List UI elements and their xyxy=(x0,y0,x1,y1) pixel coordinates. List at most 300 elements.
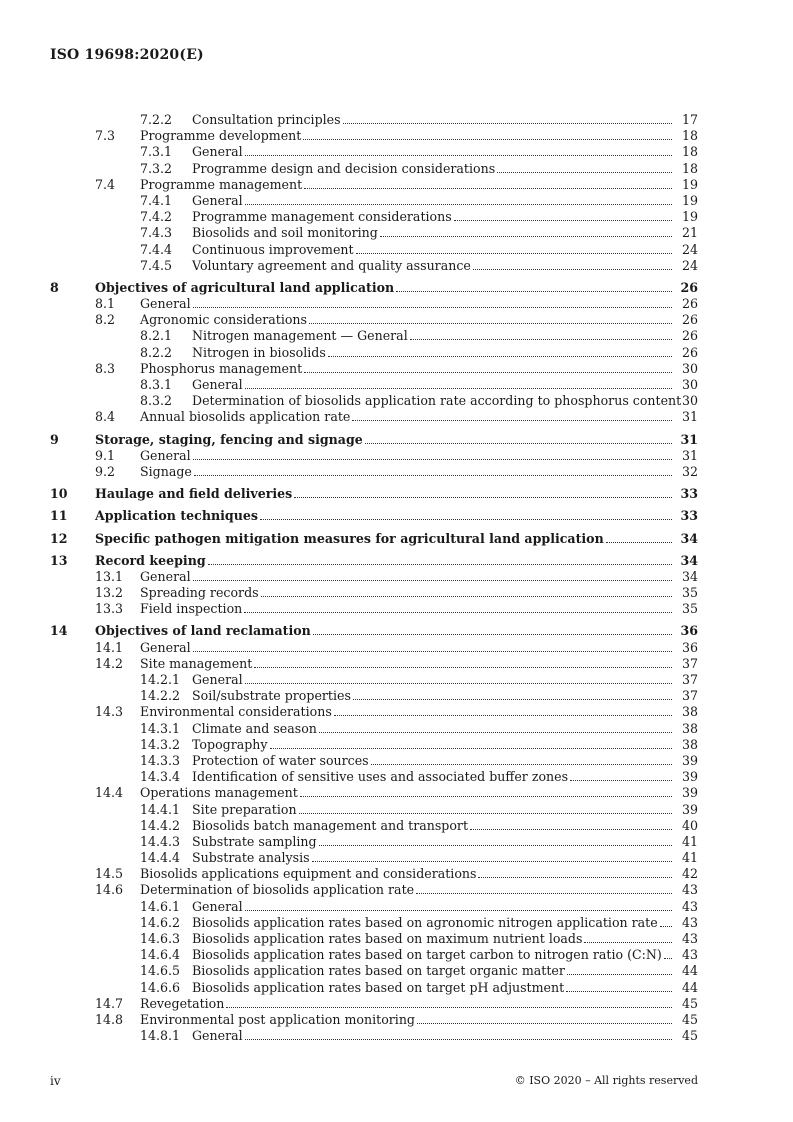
toc-leader-dots xyxy=(260,508,672,520)
toc-entry[interactable] xyxy=(0,112,793,128)
toc-entry-page: 19 xyxy=(681,209,698,225)
toc-entry[interactable] xyxy=(0,721,793,737)
toc-entry-page: 40 xyxy=(681,817,698,833)
toc-entry-page: 35 xyxy=(681,601,698,617)
toc-entry-number: 13.3 xyxy=(95,601,124,617)
toc-entry-title-line xyxy=(192,345,673,361)
toc-entry[interactable] xyxy=(0,931,793,947)
toc-entry-number: 14.6.4 xyxy=(140,947,181,963)
toc-entry-number: 14.1 xyxy=(95,639,124,655)
toc-entry-number: 9 xyxy=(50,431,59,447)
toc-entry-title-line xyxy=(192,931,673,947)
toc-entry-title: Specific pathogen mitigation measures for agricultural land application xyxy=(95,530,604,546)
toc-entry-number: 7.3.1 xyxy=(140,144,173,160)
toc-entry-page: 36 xyxy=(680,623,698,639)
toc-entry-title: General xyxy=(140,447,191,463)
toc-entry[interactable] xyxy=(0,225,793,241)
toc-entry-number: 14.3 xyxy=(95,704,124,720)
toc-entry[interactable] xyxy=(0,818,793,834)
toc-entry-title-line xyxy=(140,448,673,464)
toc-entry-number: 14.3.4 xyxy=(140,769,181,785)
toc-entry-title: Environmental post application monitoring xyxy=(140,1011,415,1027)
toc-entry-number: 9.2 xyxy=(95,463,116,479)
toc-entry-number: 14.7 xyxy=(95,995,124,1011)
toc-entry-title: General xyxy=(192,1028,243,1044)
toc-entry-page: 39 xyxy=(681,785,698,801)
toc-leader-dots xyxy=(497,161,672,173)
toc-entry-title-line xyxy=(140,177,673,193)
toc-entry-number: 14.4.2 xyxy=(140,817,181,833)
table-of-contents xyxy=(0,112,793,1044)
toc-leader-dots xyxy=(245,144,672,156)
toc-entry[interactable] xyxy=(0,280,793,296)
toc-leader-dots xyxy=(566,980,672,992)
toc-leader-dots xyxy=(371,753,672,765)
toc-entry[interactable] xyxy=(0,312,793,328)
toc-leader-dots xyxy=(313,623,672,635)
toc-entry-title: General xyxy=(192,672,243,687)
toc-entry[interactable] xyxy=(0,508,793,524)
toc-entry-title: Substrate sampling xyxy=(192,833,317,849)
toc-entry-title-line xyxy=(192,193,673,209)
toc-entry-number: 14.6.6 xyxy=(140,979,181,995)
copyright-notice: © ISO 2020 – All rights reserved xyxy=(514,1074,698,1087)
toc-entry[interactable] xyxy=(0,161,793,177)
toc-entry-page: 33 xyxy=(680,508,698,524)
toc-entry[interactable] xyxy=(0,1012,793,1028)
toc-entry-title-line xyxy=(140,882,673,898)
toc-entry-page: 30 xyxy=(681,393,698,409)
toc-entry-title-line xyxy=(192,915,673,931)
toc-entry[interactable] xyxy=(0,947,793,963)
toc-entry-page: 43 xyxy=(681,882,698,898)
toc-entry-title-line xyxy=(192,328,673,344)
toc-entry[interactable] xyxy=(0,834,793,850)
toc-leader-dots xyxy=(261,585,672,597)
toc-entry-number: 8.4 xyxy=(95,409,116,425)
toc-entry[interactable] xyxy=(0,345,793,361)
toc-entry[interactable] xyxy=(0,769,793,785)
toc-entry-page: 30 xyxy=(681,360,698,376)
toc-entry-page: 31 xyxy=(681,409,698,425)
toc-entry-page: 44 xyxy=(681,963,698,979)
toc-leader-dots xyxy=(194,464,672,476)
toc-entry-page: 45 xyxy=(681,995,698,1011)
toc-leader-dots xyxy=(299,802,672,814)
toc-entry[interactable] xyxy=(0,296,793,312)
toc-entry-number: 14.2.1 xyxy=(140,672,181,687)
toc-leader-dots xyxy=(567,963,672,975)
toc-leader-dots xyxy=(245,899,672,911)
toc-entry-number: 14.4.3 xyxy=(140,833,181,849)
toc-leader-dots xyxy=(410,328,672,340)
toc-entry[interactable] xyxy=(0,448,793,464)
toc-entry[interactable] xyxy=(0,393,793,409)
toc-entry-number: 14.2.2 xyxy=(140,688,181,704)
toc-entry-title-line xyxy=(140,361,673,377)
toc-entry-number: 13 xyxy=(50,552,68,568)
toc-leader-dots xyxy=(334,704,672,716)
toc-entry-title-line xyxy=(140,866,673,882)
toc-entry-title: Objectives of land reclamation xyxy=(95,623,311,639)
toc-entry[interactable] xyxy=(0,672,793,688)
toc-entry-title: Protection of water sources xyxy=(192,752,369,768)
toc-entry-page: 37 xyxy=(681,655,698,671)
toc-entry-title-line xyxy=(140,1012,673,1028)
toc-entry-title-line xyxy=(140,785,673,801)
toc-entry[interactable] xyxy=(0,980,793,996)
toc-entry[interactable] xyxy=(0,464,793,480)
toc-entry-number: 14.6.1 xyxy=(140,898,181,914)
document-id: ISO 19698:2020(E) xyxy=(50,47,204,63)
toc-entry-title-line xyxy=(192,225,673,241)
toc-entry-number: 14.5 xyxy=(95,866,124,882)
toc-entry-title: Programme management xyxy=(140,176,303,192)
toc-entry-title-line xyxy=(192,144,673,160)
toc-entry[interactable] xyxy=(0,866,793,882)
toc-entry-title-line xyxy=(192,947,673,963)
toc-leader-dots xyxy=(303,128,672,140)
toc-entry-title-line xyxy=(192,209,673,225)
toc-entry[interactable] xyxy=(0,737,793,753)
toc-leader-dots xyxy=(245,377,672,389)
toc-entry-number: 7.4.3 xyxy=(140,225,173,241)
toc-entry-number: 7.3 xyxy=(95,128,116,144)
toc-entry-title: General xyxy=(140,568,191,584)
toc-entry-title-line xyxy=(192,161,673,177)
toc-entry-page: 41 xyxy=(681,850,698,866)
toc-entry-page: 31 xyxy=(680,431,698,447)
toc-entry-title-line xyxy=(192,393,682,409)
toc-leader-dots xyxy=(193,296,672,308)
toc-entry-page: 37 xyxy=(681,672,698,687)
toc-entry-number: 14.3.2 xyxy=(140,736,181,752)
toc-entry-title-line xyxy=(95,508,673,524)
toc-entry[interactable] xyxy=(0,899,793,915)
toc-leader-dots xyxy=(312,850,672,862)
toc-entry[interactable] xyxy=(0,623,793,639)
toc-entry-page: 41 xyxy=(681,833,698,849)
toc-entry[interactable] xyxy=(0,704,793,720)
toc-entry-page: 24 xyxy=(681,241,698,257)
toc-entry-page: 38 xyxy=(681,736,698,752)
toc-entry-title-line xyxy=(192,899,673,915)
toc-entry-title-line xyxy=(192,672,673,688)
toc-entry[interactable] xyxy=(0,531,793,547)
toc-entry-number: 14.4.1 xyxy=(140,801,181,817)
toc-leader-dots xyxy=(245,1028,672,1040)
toc-entry[interactable] xyxy=(0,850,793,866)
toc-entry-title: Substrate analysis xyxy=(192,850,310,866)
toc-entry-title-line xyxy=(192,112,673,128)
toc-leader-dots xyxy=(478,866,672,878)
toc-entry[interactable] xyxy=(0,486,793,502)
toc-entry-number: 7.4.2 xyxy=(140,209,173,225)
toc-leader-dots xyxy=(365,432,672,444)
toc-entry-title: Programme development xyxy=(140,128,302,144)
toc-entry-page: 36 xyxy=(681,639,698,655)
toc-entry-title-line xyxy=(140,409,673,425)
toc-entry[interactable] xyxy=(0,128,793,144)
toc-leader-dots xyxy=(245,672,672,684)
toc-entry-title: Application techniques xyxy=(95,508,258,524)
toc-entry[interactable] xyxy=(0,585,793,601)
toc-entry-page: 38 xyxy=(681,704,698,720)
toc-entry-title-line xyxy=(140,704,673,720)
toc-entry-number: 14.8.1 xyxy=(140,1028,181,1044)
toc-entry-title-line xyxy=(140,128,673,144)
toc-entry-title: Nitrogen in biosolids xyxy=(192,344,326,360)
toc-entry-title-line xyxy=(192,737,673,753)
toc-entry-title: Site management xyxy=(140,655,253,671)
toc-entry[interactable] xyxy=(0,409,793,425)
toc-entry-page: 17 xyxy=(681,112,698,127)
toc-entry-title-line xyxy=(192,850,673,866)
toc-entry-page: 26 xyxy=(681,312,698,328)
toc-leader-dots xyxy=(294,486,672,498)
toc-leader-dots xyxy=(319,834,672,846)
toc-entry[interactable] xyxy=(0,656,793,672)
toc-entry-title: General xyxy=(140,639,191,655)
toc-entry-page: 43 xyxy=(681,947,698,963)
toc-entry-page: 32 xyxy=(681,463,698,479)
toc-entry-page: 34 xyxy=(680,552,698,568)
toc-entry-title: General xyxy=(192,898,243,914)
toc-entry[interactable] xyxy=(0,785,793,801)
toc-entry[interactable] xyxy=(0,753,793,769)
toc-entry-title: Determination of biosolids application rate xyxy=(140,882,415,898)
toc-entry-page: 42 xyxy=(681,866,698,882)
toc-leader-dots xyxy=(193,640,672,652)
toc-leader-dots xyxy=(244,601,672,613)
toc-leader-dots xyxy=(254,656,672,668)
toc-entry-number: 14.6.3 xyxy=(140,931,181,946)
toc-entry-title-line xyxy=(192,802,673,818)
toc-entry-number: 13.2 xyxy=(95,585,124,601)
toc-entry[interactable] xyxy=(0,377,793,393)
toc-entry-number: 8.2 xyxy=(95,312,116,328)
toc-leader-dots xyxy=(396,280,672,292)
toc-leader-dots xyxy=(304,177,672,189)
toc-entry[interactable] xyxy=(0,209,793,225)
toc-entry-page: 26 xyxy=(681,328,698,344)
toc-leader-dots xyxy=(270,737,672,749)
toc-entry-title: Spreading records xyxy=(140,585,259,601)
toc-leader-dots xyxy=(300,785,672,797)
toc-entry[interactable] xyxy=(0,640,793,656)
toc-entry[interactable] xyxy=(0,242,793,258)
toc-entry-title: Objectives of agricultural land application xyxy=(95,279,395,295)
toc-entry-title: Topography xyxy=(192,736,268,752)
toc-leader-dots xyxy=(416,882,672,894)
toc-entry-number: 14.6.2 xyxy=(140,914,181,930)
toc-entry-number: 7.2.2 xyxy=(140,112,173,127)
toc-entry-title: Annual biosolids application rate xyxy=(140,409,351,425)
toc-entry-number: 11 xyxy=(50,508,68,524)
toc-entry-title: General xyxy=(192,144,243,160)
toc-entry[interactable] xyxy=(0,361,793,377)
page-number: iv xyxy=(50,1074,61,1088)
toc-entry-title-line xyxy=(95,280,673,296)
toc-entry-title-line xyxy=(95,623,673,639)
toc-entry-number: 14.4.4 xyxy=(140,850,181,866)
toc-leader-dots xyxy=(343,112,672,124)
toc-entry-title: Site preparation xyxy=(192,801,297,817)
toc-entry-title-line xyxy=(192,769,673,785)
toc-entry-title-line xyxy=(192,753,673,769)
toc-entry-page: 18 xyxy=(681,128,698,144)
toc-entry-title: Revegetation xyxy=(140,995,225,1011)
toc-entry-title-line xyxy=(140,585,673,601)
toc-entry[interactable] xyxy=(0,963,793,979)
toc-leader-dots xyxy=(304,361,672,373)
toc-entry[interactable] xyxy=(0,258,793,274)
toc-entry-number: 8.3 xyxy=(95,360,116,376)
toc-entry-title: Nitrogen management — General xyxy=(192,328,408,344)
toc-entry[interactable] xyxy=(0,432,793,448)
toc-entry[interactable] xyxy=(0,1028,793,1044)
toc-entry-number: 8 xyxy=(50,279,59,295)
toc-entry-number: 14 xyxy=(50,623,68,639)
toc-entry-number: 7.4.1 xyxy=(140,192,173,208)
toc-entry-title-line xyxy=(140,296,673,312)
toc-entry-number: 8.2.2 xyxy=(140,344,173,360)
toc-entry[interactable] xyxy=(0,996,793,1012)
toc-entry-number: 8.3.1 xyxy=(140,377,173,392)
toc-entry-page: 19 xyxy=(681,192,698,208)
toc-leader-dots xyxy=(570,769,672,781)
toc-entry-title: General xyxy=(140,296,191,312)
toc-entry-title: Signage xyxy=(140,463,192,479)
toc-leader-dots xyxy=(193,448,672,460)
toc-entry[interactable] xyxy=(0,328,793,344)
toc-leader-dots xyxy=(328,345,672,357)
toc-entry-number: 14.4 xyxy=(95,785,124,801)
toc-entry[interactable] xyxy=(0,688,793,704)
toc-leader-dots xyxy=(380,225,672,237)
toc-entry-title: Field inspection xyxy=(140,601,243,617)
toc-entry-title-line xyxy=(95,432,673,448)
toc-entry-title: General xyxy=(192,377,243,392)
toc-entry-number: 7.4 xyxy=(95,176,116,192)
toc-entry-number: 10 xyxy=(50,486,68,502)
toc-entry[interactable] xyxy=(0,802,793,818)
toc-entry-title: Biosolids batch management and transport xyxy=(192,817,469,833)
toc-entry-title-line xyxy=(95,531,673,547)
toc-leader-dots xyxy=(356,242,672,254)
toc-entry[interactable] xyxy=(0,569,793,585)
toc-entry-page: 26 xyxy=(680,279,698,295)
toc-entry-page: 39 xyxy=(681,752,698,768)
toc-entry-page: 26 xyxy=(681,344,698,360)
toc-entry-page: 34 xyxy=(681,568,698,584)
toc-entry-title-line xyxy=(192,980,673,996)
toc-entry[interactable] xyxy=(0,882,793,898)
toc-entry-page: 24 xyxy=(681,257,698,273)
toc-entry-number: 12 xyxy=(50,530,68,546)
toc-entry-title-line xyxy=(140,569,673,585)
toc-entry-title: Consultation principles xyxy=(192,112,341,127)
toc-entry-title: Biosolids application rates based on target carbon to nitrogen ratio (C:N) xyxy=(192,947,662,963)
toc-entry-title: Determination of biosolids application rate according to phosphorus content xyxy=(192,393,682,409)
toc-entry-title-line xyxy=(140,656,673,672)
toc-entry[interactable] xyxy=(0,144,793,160)
toc-entry-title: Biosolids application rates based on target organic matter xyxy=(192,963,565,979)
toc-entry-title-line xyxy=(95,553,673,569)
toc-entry-page: 18 xyxy=(681,144,698,160)
toc-entry-number: 14.2 xyxy=(95,655,124,671)
toc-entry-title-line xyxy=(192,834,673,850)
toc-entry-page: 44 xyxy=(681,979,698,995)
toc-entry-page: 35 xyxy=(681,585,698,601)
toc-entry-page: 39 xyxy=(681,769,698,785)
toc-entry-title: Agronomic considerations xyxy=(140,312,308,328)
toc-entry-title-line xyxy=(192,818,673,834)
toc-leader-dots xyxy=(417,1012,672,1024)
toc-entry-page: 45 xyxy=(681,1011,698,1027)
toc-entry-title: Record keeping xyxy=(95,552,206,568)
toc-leader-dots xyxy=(584,931,672,943)
toc-entry-title: Identification of sensitive uses and associated buffer zones xyxy=(192,769,569,785)
toc-entry-page: 37 xyxy=(681,688,698,704)
toc-entry-title-line xyxy=(140,464,673,480)
toc-leader-dots xyxy=(208,553,672,565)
toc-entry-title-line xyxy=(192,377,673,393)
toc-entry-title: Biosolids and soil monitoring xyxy=(192,225,378,241)
toc-entry-title-line xyxy=(192,1028,673,1044)
toc-entry-number: 9.1 xyxy=(95,447,116,463)
toc-entry-number: 14.6 xyxy=(95,882,124,898)
toc-entry-title-line xyxy=(140,601,673,617)
toc-entry-page: 26 xyxy=(681,296,698,312)
toc-entry-number: 14.3.3 xyxy=(140,752,181,768)
toc-entry-page: 43 xyxy=(681,931,698,946)
toc-entry-number: 8.3.2 xyxy=(140,393,173,409)
toc-leader-dots xyxy=(353,688,672,700)
toc-entry-page: 30 xyxy=(681,377,698,392)
toc-entry-page: 21 xyxy=(681,225,698,241)
toc-entry-title: Programme design and decision considerations xyxy=(192,160,496,176)
toc-leader-dots xyxy=(454,209,672,221)
toc-entry-page: 18 xyxy=(681,160,698,176)
toc-leader-dots xyxy=(245,193,672,205)
toc-entry-title-line xyxy=(95,486,673,502)
toc-entry-title: Storage, staging, fencing and signage xyxy=(95,431,363,447)
toc-leader-dots xyxy=(473,258,672,270)
toc-entry-title: Climate and season xyxy=(192,720,317,736)
toc-leader-dots xyxy=(309,312,672,324)
toc-entry-page: 33 xyxy=(680,486,698,502)
toc-entry-title: Biosolids applications equipment and considerations xyxy=(140,866,477,882)
toc-entry-page: 31 xyxy=(681,447,698,463)
toc-entry-title-line xyxy=(192,242,673,258)
toc-entry-page: 43 xyxy=(681,898,698,914)
toc-entry[interactable] xyxy=(0,193,793,209)
toc-entry[interactable] xyxy=(0,915,793,931)
toc-entry-title: Phosphorus management xyxy=(140,360,303,376)
toc-entry-number: 8.1 xyxy=(95,296,116,312)
toc-entry-title-line xyxy=(140,312,673,328)
toc-entry[interactable] xyxy=(0,177,793,193)
toc-entry[interactable] xyxy=(0,553,793,569)
toc-entry-page: 34 xyxy=(680,530,698,546)
toc-leader-dots xyxy=(193,569,672,581)
toc-entry-number: 7.4.5 xyxy=(140,257,173,273)
toc-leader-dots xyxy=(606,531,672,543)
toc-entry[interactable] xyxy=(0,601,793,617)
toc-entry-title-line xyxy=(140,640,673,656)
toc-entry-title-line xyxy=(192,721,673,737)
